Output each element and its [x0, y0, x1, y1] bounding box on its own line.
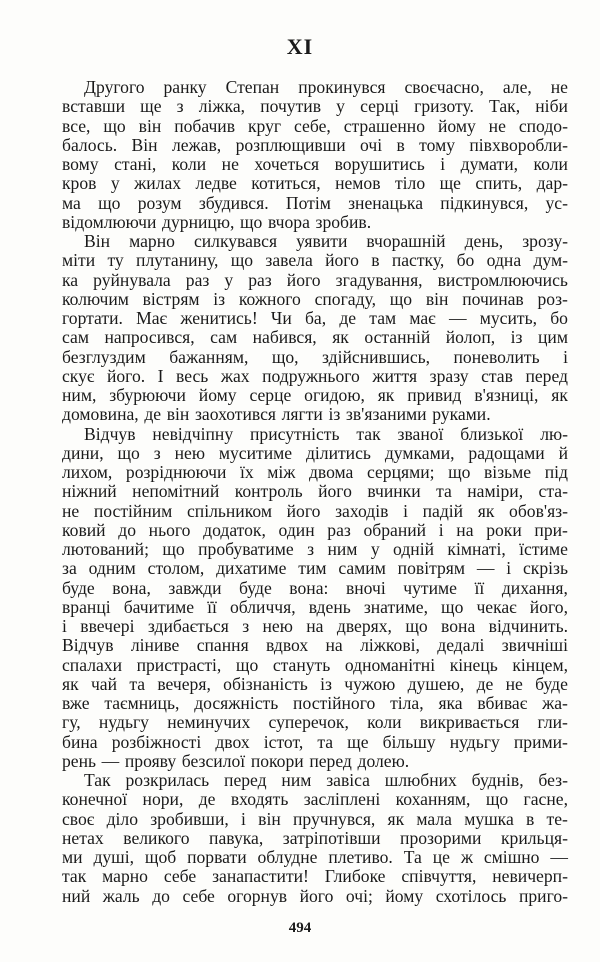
text-line: все, що він побачив круг себе, страшенно йому не сподо-	[62, 115, 568, 136]
text-line: Відчув невідчіпну присутність так званої близької лю-	[84, 423, 568, 444]
paragraph	[62, 425, 568, 772]
text-line: кров у жилах ледве котиться, немов тіло ще спить, дар-	[62, 173, 568, 194]
text-line: лихом, розріднюючи їх між двома серцями; що візьме під	[62, 462, 568, 482]
text-line: балось. Він лежав, розплющивши очі в тому півхворобли-	[62, 134, 568, 155]
text-line: буде вона, завжди буде вона: вночі чутиме її дихання,	[62, 577, 568, 598]
text-line: ніжний непомітний контроль його вчинки та наміри, ста-	[62, 481, 568, 502]
text-line: лютований; що пробуватиме з ним у одній кімнаті, їстиме	[62, 539, 568, 559]
page-number: 494	[288, 920, 312, 936]
chapter-title: XI	[286, 34, 314, 59]
text-line: ми душі, щоб порвати облудне плетиво. Та це ж смішно —	[62, 847, 568, 867]
text-line: ним, збурюючи йому серце огидою, як привид в'язниці, як	[62, 385, 568, 405]
text-line: як чай та вечеря, обізнаність із чужою душею, де не буде	[62, 673, 568, 694]
text-line: і ввечері здибається з нею на дверях, що вона відчинить.	[62, 616, 568, 636]
text-line: ка руйнувала раз у раз його згадування, вистромлюючись	[62, 269, 568, 290]
text-line: рень — прояву безсилої покори перед долею.	[62, 750, 410, 771]
text-line: конечної нори, де входять засліплені коханням, що гасне,	[62, 789, 568, 810]
text-line: бина розбіжності двох істот, та ще більшу нудьгу прими-	[62, 731, 568, 752]
text-line: вже таємниць, досяжність постійного тіла, яка вбиває жа-	[62, 693, 568, 713]
text-line: вставши ще з ліжка, почутив у серці гризоту. Так, ніби	[62, 96, 568, 117]
text-line: так марно себе занапастити! Глибоке співчуття, невичерп-	[62, 866, 568, 887]
text-line: скує його. І весь жах подружнього життя зразу став перед	[62, 365, 568, 386]
text-line: колючим вістрям із кожного спогаду, що він починав роз-	[62, 288, 568, 309]
text-line: нетах великого павука, затріпотівши прозорими крильця-	[62, 827, 568, 848]
text-line: вому стані, коли не хочеться ворушитись і думати, коли	[62, 154, 568, 174]
text-line: сам напросився, сам набився, як останній йолоп, із цим	[62, 327, 568, 348]
text-line: безглуздим бажанням, що, здійснившись, поневолить і	[62, 346, 568, 367]
text-line: гу, нудьгу неминучих суперечок, коли викривається гли-	[62, 712, 568, 733]
text-line: вранці бачитиме її обличчя, вдень знатиме, що чекає його,	[62, 596, 568, 617]
paragraph	[62, 78, 568, 232]
text-line: не постійним спільником його заходів і падій як обов'яз-	[62, 500, 568, 521]
paragraph	[62, 771, 568, 906]
text-line: Відчув ліниве спання вдвох на ліжкові, дедалі звичніші	[62, 635, 568, 656]
text-line: Другого ранку Степан прокинувся своєчасно, але, не	[84, 77, 568, 97]
body-text	[62, 78, 568, 906]
text-line: спалахи пристрасті, що стануть одноманітні кінець кінцем,	[62, 654, 568, 675]
text-line: своє діло зробивши, і він пручнувся, як мала мушка в те-	[62, 808, 568, 829]
text-line: гортати. Має женитись! Чи ба, де там має — мусить, бо	[62, 308, 568, 328]
text-line: ковий до нього додаток, один раз обраний і на роки при-	[62, 519, 568, 540]
text-line: домовина, де він заохотився лягти із зв'язаними руками.	[62, 404, 491, 425]
text-line: Так розкрилась перед ним завіса шлюбних буднів, без-	[84, 770, 568, 790]
text-line: Він марно силкувався уявити вчорашній день, зрозу-	[84, 231, 568, 251]
text-line: міти ту плутанину, що завела його в пастку, бо одна дум-	[62, 250, 568, 271]
text-line: ма що розум збудився. Потім зненацька підкинувся, ус-	[62, 192, 568, 213]
text-line: ний жаль до себе огорнув його очі; йому схотілось приго-	[62, 885, 568, 906]
text-line: відомлюючи дурницю, що вчора зробив.	[62, 211, 372, 232]
text-line: дини, що з нею муситиме ділитись думками, радощами й	[62, 442, 568, 463]
text-line: за одним столом, дихатиме тим самим повітрям — і скрізь	[62, 558, 568, 579]
paragraph	[62, 232, 568, 425]
